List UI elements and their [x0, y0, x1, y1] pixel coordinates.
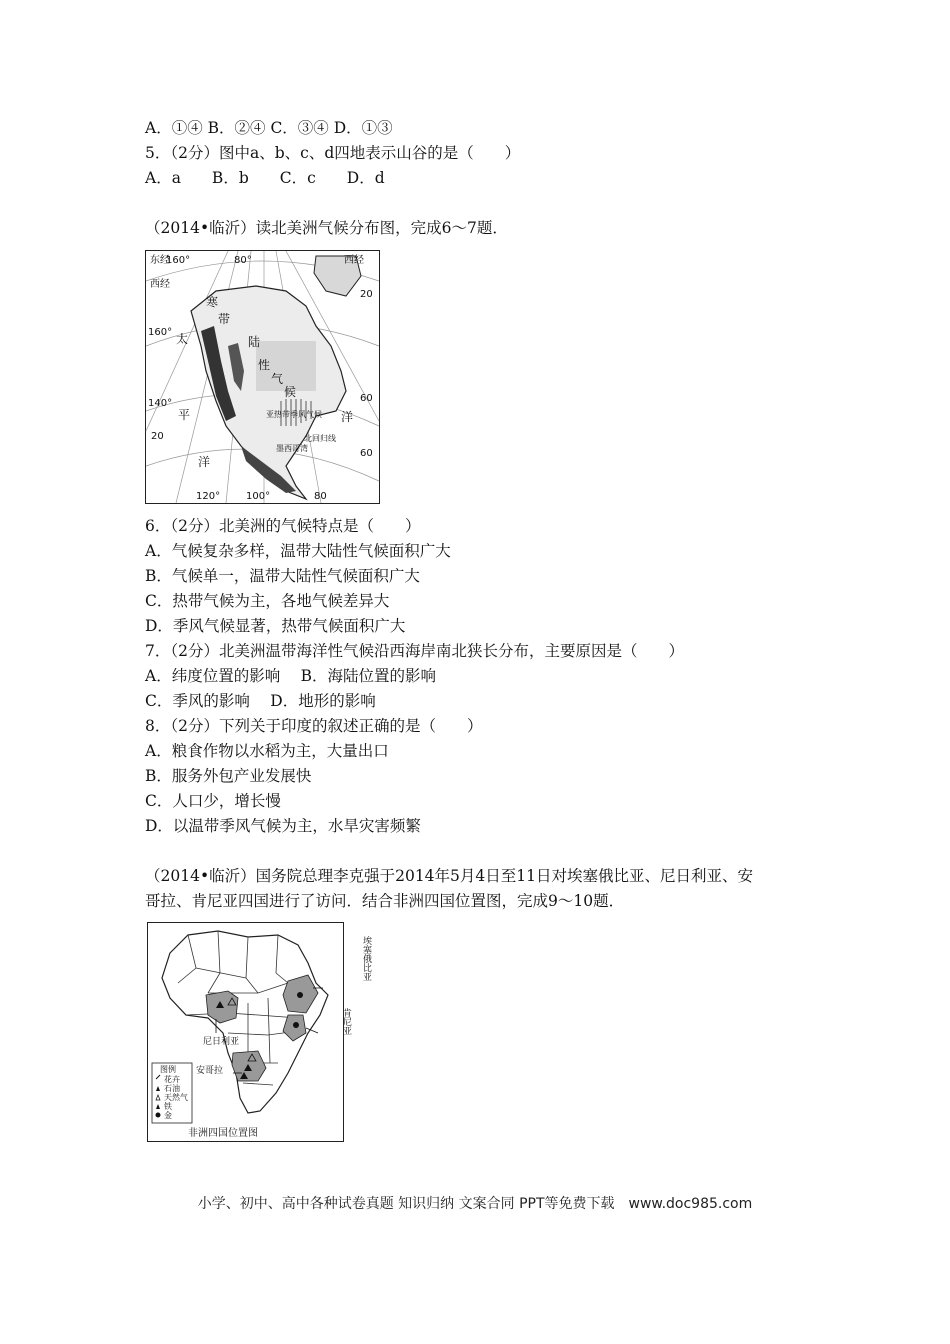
intro-africa-line2: 哥拉、肯尼亚四国进行了访问．结合非洲四国位置图，完成9～10题．: [145, 892, 625, 910]
label-yang-2: 洋: [341, 410, 354, 424]
legend-gold: 金: [164, 1111, 172, 1120]
label-qi: 气: [271, 372, 284, 386]
label-han: 寒: [206, 295, 219, 309]
q6-option-a: A．气候复杂多样，温带大陆性气候面积广大: [145, 542, 451, 560]
label-lat20: 20: [360, 289, 373, 300]
q8-option-a: A．粮食作物以水稻为主，大量出口: [145, 742, 389, 760]
label-ping: 平: [178, 408, 191, 422]
label-kenya-text: 肯尼亚: [324, 1008, 351, 1018]
intro-africa-line1: （2014•临沂）国务院总理李克强于2014年5月4日至11日对埃塞俄比亚、尼日利亚、安: [145, 867, 753, 885]
label-lon60: 60: [360, 393, 373, 404]
q4-options: A．①④ B．②④ C．③④ D．①③: [145, 119, 393, 137]
label-angola: 安哥拉: [196, 1066, 224, 1076]
north-america-climate-map: [145, 250, 380, 504]
label-lon160: 160°: [166, 255, 191, 266]
footer-text: 小学、初中、高中各种试卷真题 知识归纳 文案合同 PPT等免费下载 www.doc985.com: [197, 1196, 753, 1212]
legend-flower: 花卉: [164, 1075, 180, 1084]
q6-option-b: B．气候单一，温带大陆性气候面积广大: [145, 567, 420, 585]
legend-iron: 铁: [164, 1102, 172, 1111]
label-ethiopia-text: 埃塞俄比亚: [326, 936, 371, 946]
q7-stem: 7．（2分）北美洲温带海洋性气候沿西海岸南北狭长分布，主要原因是（ ）: [145, 642, 684, 660]
q5-stem: 5．（2分）图中a、b、c、d四地表示山谷的是（ ）: [145, 144, 521, 162]
label-mexico-gulf: 墨西哥湾: [276, 444, 308, 453]
q6-stem: 6．（2分）北美洲的气候特点是（ ）: [145, 517, 421, 535]
label-lon100: 100°: [246, 491, 271, 502]
q8-option-c: C．人口少，增长慢: [145, 792, 281, 810]
label-nigeria: 尼日利亚: [203, 1037, 240, 1047]
label-lat80: 80°: [234, 255, 252, 266]
legend-title: 图例: [160, 1065, 176, 1074]
label-xijing-2: 西经: [344, 255, 364, 266]
map-caption: 非洲四国位置图: [188, 1128, 258, 1139]
label-subtropic: 亚热带季风气候: [266, 410, 322, 419]
legend-gas: 天然气: [164, 1093, 188, 1102]
q6-option-c: C．热带气候为主，各地气候差异大: [145, 592, 390, 610]
label-lon160-b: 160°: [148, 327, 173, 338]
label-lon80: 80: [314, 491, 327, 502]
q8-option-b: B．服务外包产业发展快: [145, 767, 312, 785]
label-ethiopia: [326, 935, 372, 981]
label-lon20: 20: [151, 431, 164, 442]
q6-option-d: D．季风气候显著，热带气候面积广大: [145, 617, 406, 635]
label-lon60b: 60: [360, 448, 373, 459]
label-xing: 性: [258, 358, 271, 372]
q8-option-d: D．以温带季风气候为主，水旱灾害频繁: [145, 817, 421, 835]
africa-four-countries-map: [147, 922, 371, 1142]
q7-options-cd: C．季风的影响 D．地形的影响: [145, 692, 376, 710]
label-north-tropic: 北回归线: [304, 434, 336, 443]
intro-north-america: （2014•临沂）读北美洲气候分布图，完成6～7题．: [145, 219, 508, 237]
label-tai: 太: [176, 332, 189, 346]
label-kenya: [324, 1007, 352, 1035]
label-hou: 候: [284, 385, 297, 399]
label-lon140: 140°: [148, 398, 173, 409]
label-xijing: 西经: [150, 279, 170, 290]
label-yang: 洋: [198, 455, 211, 469]
q5-options: A．a B．b C．c D．d: [145, 169, 385, 187]
legend-oil: 石油: [164, 1084, 180, 1093]
label-lu: 陆: [248, 335, 261, 349]
label-dai: 带: [218, 312, 231, 326]
label-dongjing: 东经: [150, 255, 170, 266]
label-lon120: 120°: [196, 491, 221, 502]
q8-stem: 8．（2分）下列关于印度的叙述正确的是（ ）: [145, 717, 483, 735]
q7-options-ab: A．纬度位置的影响 B．海陆位置的影响: [145, 667, 437, 685]
